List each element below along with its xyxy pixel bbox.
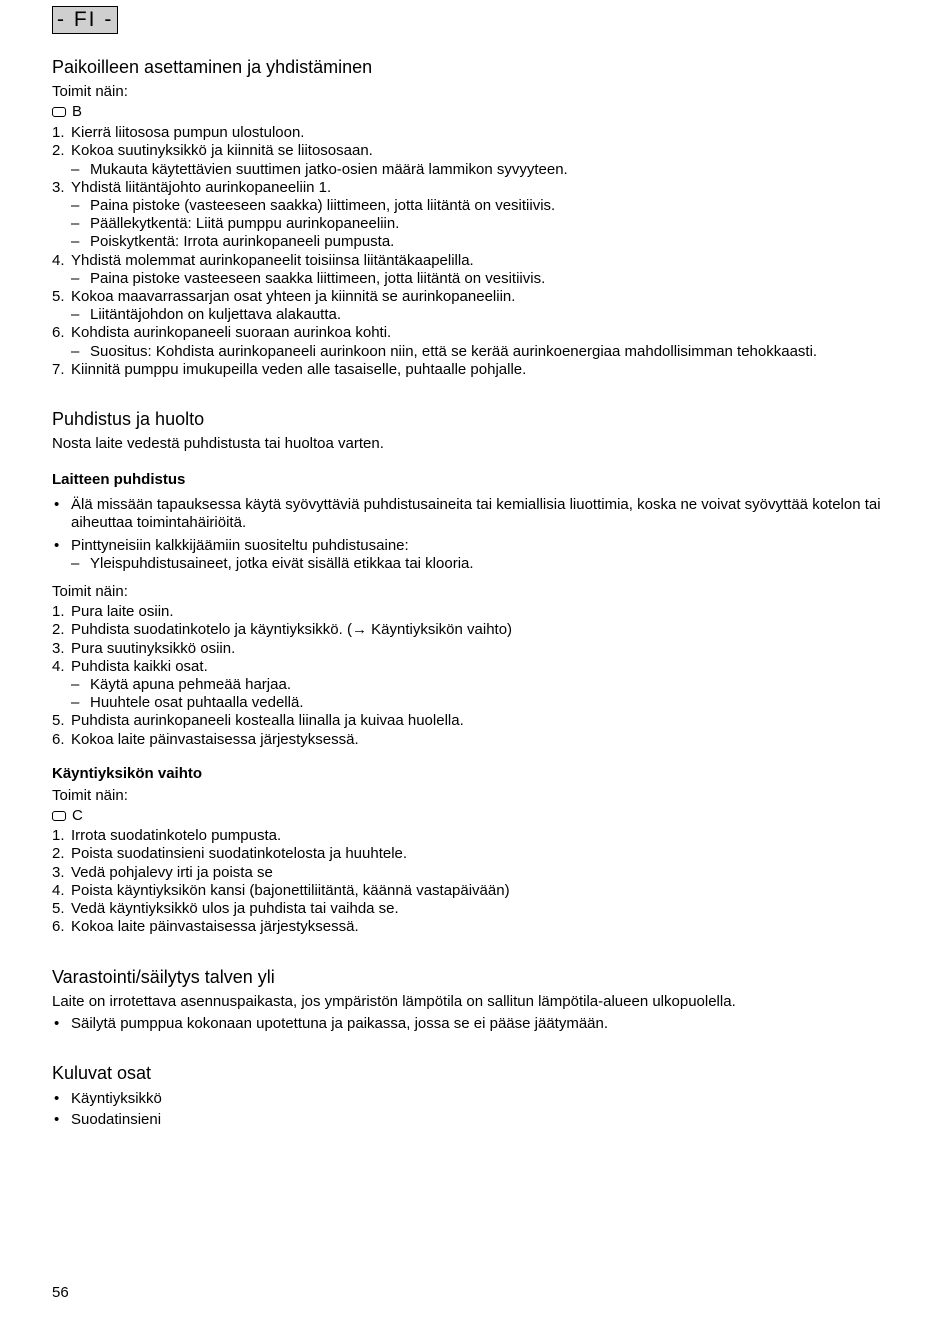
step-text: Puhdista aurinkopaneeli kostealla liinalla ja kuivaa huolella. <box>71 712 464 730</box>
step-number: 2. <box>52 845 65 863</box>
replacement-steps <box>52 827 892 936</box>
step-text: Pura suutinyksikkö osiin. <box>71 639 236 657</box>
list-item: • Suodatinsieni <box>54 1110 162 1128</box>
step-item <box>52 252 892 270</box>
subsection-title-unit-replacement: Käyntiyksikön vaihto <box>52 764 203 782</box>
figure-reference <box>52 806 892 826</box>
step-number: 4. <box>52 881 65 899</box>
step-text: Vedä käyntiyksikkö ulos ja puhdista tai vaihda se. <box>71 899 399 917</box>
step-text: Poista suodatinsieni suodatinkotelosta ja huuhtele. <box>71 845 408 863</box>
step-subitem: – Paina pistoke (vasteeseen saakka) liittimeen, jotta liitäntä on vesitiivis. <box>71 197 556 215</box>
storage-text: Laite on irrotettava asennuspaikasta, jos ympäristön lämpötila on sallitun lämpötila-alueen ulkopuolella. <box>52 993 736 1011</box>
step-subitem: – Huuhtele osat puhtaalla vedellä. <box>71 694 304 712</box>
header-row <box>52 6 892 35</box>
step-text: Kokoa laite päinvastaisessa järjestyksessä. <box>71 730 359 748</box>
figure-letter: B <box>72 103 83 121</box>
step-text: Yhdistä molemmat aurinkopaneelit toisiinsa liitäntäkaapelilla. <box>71 251 474 269</box>
section-title-installation: Paikoilleen asettaminen ja yhdistäminen <box>52 57 373 77</box>
step-number: 1. <box>52 603 65 621</box>
recommendation-detail: Yleispuhdistusaineet, jotka eivät sisällä etikkaa tai klooria. <box>90 554 474 572</box>
step-subitem: – Käytä apuna pehmeää harjaa. <box>71 676 291 694</box>
step-item <box>52 640 892 658</box>
book-icon <box>52 107 66 117</box>
figure-reference <box>52 102 892 122</box>
wear-part: Suodatinsieni <box>71 1110 162 1128</box>
step-item <box>52 621 892 639</box>
section-title-storage: Varastointi/säilytys talven yli <box>52 967 275 988</box>
step-item <box>52 882 892 900</box>
list-subitem: – Yleispuhdistusaineet, jotka eivät sisällä etikkaa tai klooria. <box>71 554 474 572</box>
step-item <box>52 845 892 863</box>
step-text: Puhdista suodatinkotelo ja käyntiyksikkö. (→ Käyntiyksikön vaihto) <box>71 621 513 639</box>
step-text: Kokoa laite päinvastaisessa järjestyksessä. <box>71 918 359 936</box>
list-item: • Pinttyneisiin kalkkijäämiin suositeltu puhdistusaine: <box>54 536 409 554</box>
step-text: Kiinnitä pumppu imukupeilla veden alle tasaiselle, puhtaalle pohjalle. <box>71 360 527 378</box>
step-number: 3. <box>52 863 65 881</box>
step-subtext: Paina pistoke (vasteeseen saakka) liittimeen, jotta liitäntä on vesitiivis. <box>90 197 556 215</box>
warning-text: Älä missään tapauksessa käytä syövyttäviä puhdistusaineita tai kemiallisia liuottimia, koska ne voivat syövyttää kotelon tai aiheuttaa toimintahäiriöitä. <box>71 496 881 532</box>
step-text: Kokoa suutinyksikkö ja kiinnitä se liitososaan. <box>71 142 373 160</box>
step-number: 4. <box>52 251 65 269</box>
step-text: Kierrä liitososa pumpun ulostuloon. <box>71 124 305 142</box>
step-item <box>52 179 892 197</box>
recommendation-text: Pinttyneisiin kalkkijäämiin suositeltu puhdistusaine: <box>71 536 409 554</box>
step-subtext: Suositus: Kohdista aurinkopaneeli aurinkoon niin, että se kerää aurinkoenergiaa mahdollisimman tehokkaasti. <box>90 342 818 360</box>
page-content <box>52 6 892 1129</box>
step-number: 2. <box>52 142 65 160</box>
step-number: 6. <box>52 324 65 342</box>
step-number: 6. <box>52 918 65 936</box>
list-item: • Älä missään tapauksessa käytä syövyttäviä puhdistusaineita tai kemiallisia liuottimia, koska ne voivat syövyttää kotelon tai aiheuttaa toimintahäiriöitä. <box>54 496 881 532</box>
step-text: Yhdistä liitäntäjohto aurinkopaneeliin 1. <box>71 178 332 196</box>
step-text: Poista käyntiyksikön kansi (bajonettiliitäntä, käännä vastapäivään) <box>71 881 510 899</box>
step-subtext: Liitäntäjohdon on kuljettava alakautta. <box>90 306 342 324</box>
step-text: Kokoa maavarrassarjan osat yhteen ja kiinnitä se aurinkopaneeliin. <box>71 288 516 306</box>
step-number: 5. <box>52 899 65 917</box>
figure-letter: C <box>72 807 83 825</box>
instructions-intro: Toimit näin: <box>52 583 128 601</box>
step-item <box>52 827 892 845</box>
step-subtext: Huuhtele osat puhtaalla vedellä. <box>90 694 304 712</box>
cleaning-steps <box>52 603 892 749</box>
step-subtext: Paina pistoke vasteeseen saakka liittimeen, jotta liitäntä on vesitiivis. <box>90 269 546 287</box>
step-item <box>52 142 892 160</box>
subsection-title-device-cleaning: Laitteen puhdistus <box>52 471 186 489</box>
step-subitem: – Paina pistoke vasteeseen saakka liittimeen, jotta liitäntä on vesitiivis. <box>71 269 546 287</box>
step-item <box>52 324 892 342</box>
step-number: 7. <box>52 360 65 378</box>
cleaning-intro: Nosta laite vedestä puhdistusta tai huoltoa varten. <box>52 435 384 453</box>
step-item <box>52 731 892 749</box>
step-text: Puhdista kaikki osat. <box>71 657 208 675</box>
step-subitem: – Poiskytkentä: Irrota aurinkopaneeli pumpusta. <box>71 233 395 251</box>
step-number: 5. <box>52 288 65 306</box>
step-subitem: – Mukauta käytettävien suuttimen jatko-osien määrä lammikon syvyyteen. <box>71 160 568 178</box>
wear-parts-list <box>52 1090 892 1129</box>
step-item <box>52 124 892 142</box>
list-item: • Käyntiyksikkö <box>54 1089 162 1107</box>
step-number: 3. <box>52 639 65 657</box>
section-title-wear-parts: Kuluvat osat <box>52 1062 152 1083</box>
step-text: Irrota suodatinkotelo pumpusta. <box>71 827 282 845</box>
section-title-cleaning: Puhdistus ja huolto <box>52 409 205 430</box>
step-subitem: – Suositus: Kohdista aurinkopaneeli aurinkoon niin, että se kerää aurinkoenergiaa mahdollisimman tehokkaasti. <box>71 342 818 360</box>
language-tag: - FI - <box>52 6 118 34</box>
step-text: Kohdista aurinkopaneeli suoraan aurinkoa kohti. <box>71 324 392 342</box>
step-number: 1. <box>52 827 65 845</box>
wear-part: Käyntiyksikkö <box>71 1089 162 1107</box>
step-subtext: Mukauta käytettävien suuttimen jatko-osien määrä lammikon syvyyteen. <box>90 160 568 178</box>
step-item <box>52 603 892 621</box>
step-subitem: – Liitäntäjohdon on kuljettava alakautta. <box>71 306 342 324</box>
step-text: Pura laite osiin. <box>71 603 174 621</box>
list-item: • Säilytä pumppua kokonaan upotettuna ja paikassa, jossa se ei pääse jäätymään. <box>54 1014 609 1032</box>
step-number: 6. <box>52 730 65 748</box>
step-item <box>52 864 892 882</box>
book-icon <box>52 811 66 821</box>
step-item <box>52 918 892 936</box>
step-number: 3. <box>52 178 65 196</box>
step-subtext: Poiskytkentä: Irrota aurinkopaneeli pumpusta. <box>90 233 395 251</box>
step-number: 1. <box>52 124 65 142</box>
storage-tip: Säilytä pumppua kokonaan upotettuna ja paikassa, jossa se ei pääse jäätymään. <box>71 1014 609 1032</box>
step-item <box>52 288 892 306</box>
step-item <box>52 658 892 676</box>
step-number: 2. <box>52 621 65 639</box>
step-subtext: Päällekytkentä: Liitä pumppu aurinkopaneeliin. <box>90 215 400 233</box>
step-text: Vedä pohjalevy irti ja poista se <box>71 863 273 881</box>
instructions-intro: Toimit näin: <box>52 83 128 100</box>
page-number: 56 <box>52 1284 69 1301</box>
step-item <box>52 361 892 379</box>
step-item <box>52 712 892 730</box>
step-number: 5. <box>52 712 65 730</box>
step-subitem: – Päällekytkentä: Liitä pumppu aurinkopaneeliin. <box>71 215 400 233</box>
installation-steps <box>52 124 892 379</box>
instructions-intro: Toimit näin: <box>52 786 128 804</box>
step-subtext: Käytä apuna pehmeää harjaa. <box>90 676 291 694</box>
step-number: 4. <box>52 657 65 675</box>
step-item <box>52 900 892 918</box>
